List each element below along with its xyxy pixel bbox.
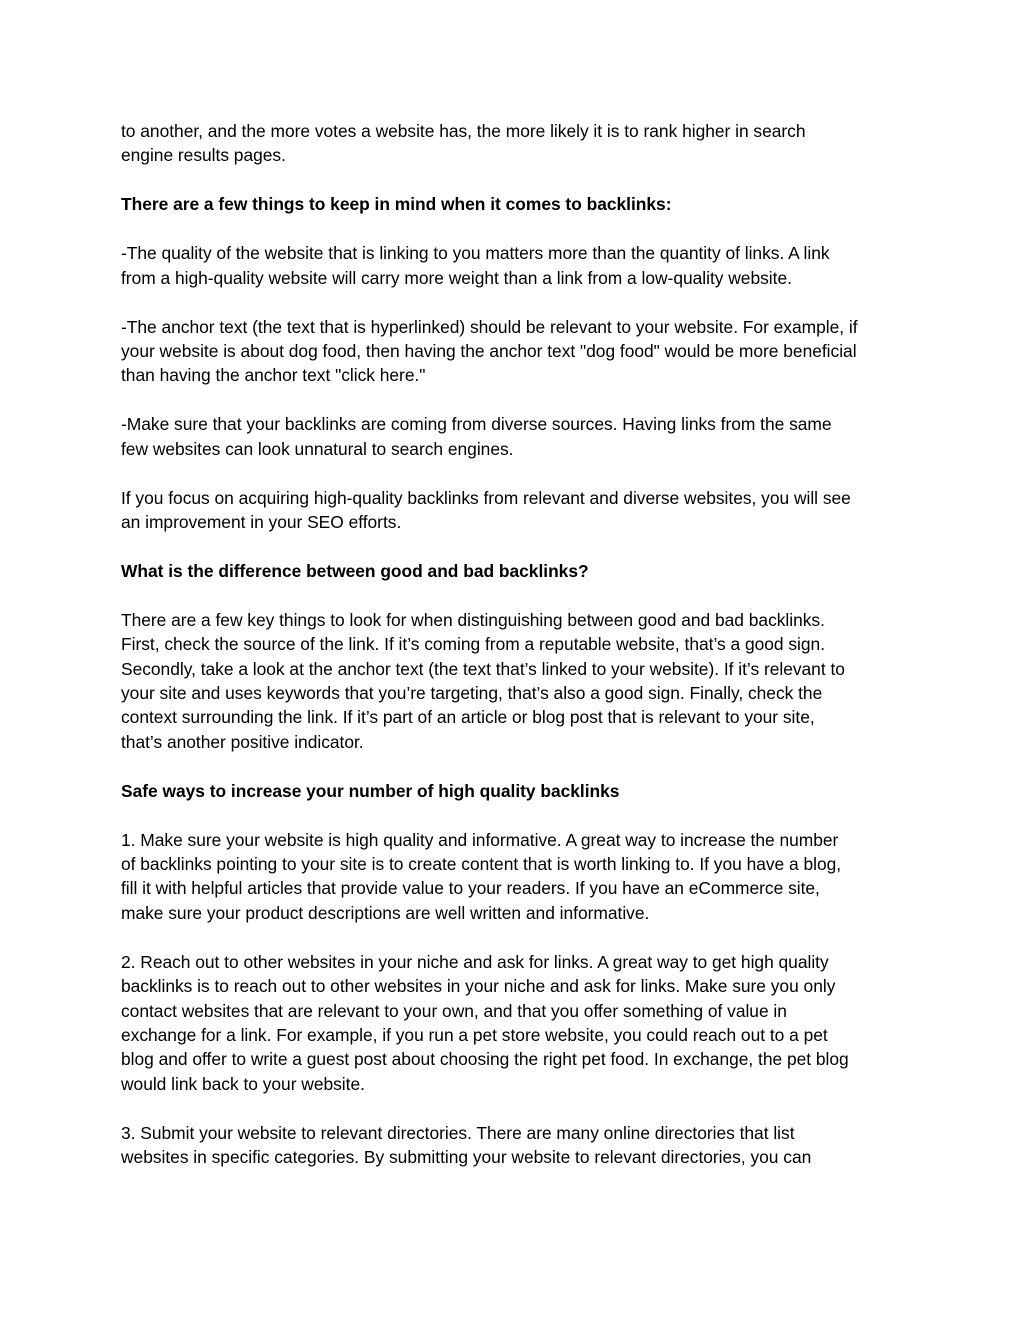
- text-line: few websites can look unnatural to search engines.: [121, 438, 514, 459]
- text-line: your website is about dog food, then having the anchor text "dog food" would be more beneficial: [121, 340, 857, 361]
- text-line: contact websites that are relevant to your own, and that you offer something of value in: [121, 1000, 787, 1021]
- text-line: 1. Make sure your website is high quality and informative. A great way to increase the number: [121, 829, 839, 850]
- body-paragraph: [121, 119, 911, 168]
- text-line: make sure your product descriptions are well written and informative.: [121, 902, 650, 923]
- text-line: that’s another positive indicator.: [121, 731, 364, 752]
- text-line: of backlinks pointing to your site is to create content that is worth linking to. If you have a blog,: [121, 854, 842, 875]
- text-line: engine results pages.: [121, 145, 286, 166]
- document-body: [121, 119, 911, 1194]
- body-paragraph: [121, 315, 911, 388]
- body-paragraph: [121, 608, 911, 754]
- text-line: If you focus on acquiring high-quality backlinks from relevant and diverse websites, you will see: [121, 487, 851, 508]
- text-line: -Make sure that your backlinks are coming from diverse sources. Having links from the same: [121, 414, 832, 435]
- text-line: from a high-quality website will carry more weight than a link from a low-quality website.: [121, 267, 792, 288]
- text-line: 2. Reach out to other websites in your niche and ask for links. A great way to get high quality: [121, 951, 829, 972]
- text-line: your site and uses keywords that you’re targeting, that’s also a good sign. Finally, check the: [121, 683, 823, 703]
- section-heading: [121, 779, 911, 803]
- body-paragraph: [121, 1121, 911, 1170]
- heading-line: What is the difference between good and bad backlinks?: [121, 560, 589, 581]
- heading-line: Safe ways to increase your number of high quality backlinks: [121, 780, 620, 801]
- text-line: blog and offer to write a guest post about choosing the right pet food. In exchange, the pet blog: [121, 1049, 849, 1070]
- section-heading: [121, 559, 911, 583]
- text-line: fill it with helpful articles that provide value to your readers. If you have an eCommerce site,: [121, 878, 820, 899]
- section-heading: [121, 192, 911, 216]
- body-paragraph: [121, 412, 911, 461]
- body-paragraph: [121, 486, 911, 535]
- text-line: would link back to your website.: [121, 1073, 365, 1094]
- text-line: 3. Submit your website to relevant directories. There are many online directories that list: [121, 1122, 795, 1143]
- text-line: -The anchor text (the text that is hyperlinked) should be relevant to your website. For example, if: [121, 316, 858, 337]
- text-line: context surrounding the link. If it’s part of an article or blog post that is relevant to your site,: [121, 707, 815, 728]
- text-line: websites in specific categories. By submitting your website to relevant directories, you can: [121, 1147, 812, 1168]
- body-paragraph: [121, 241, 911, 290]
- body-paragraph: [121, 828, 911, 926]
- text-line: backlinks is to reach out to other websites in your niche and ask for links. Make sure you only: [121, 976, 836, 997]
- text-line: exchange for a link. For example, if you run a pet store website, you could reach out to a pet: [121, 1024, 828, 1045]
- body-paragraph: [121, 950, 911, 1096]
- text-line: to another, and the more votes a website has, the more likely it is to rank higher in search: [121, 121, 806, 141]
- text-line: First, check the source of the link. If it’s coming from a reputable website, that’s a good sign.: [121, 634, 826, 655]
- text-line: than having the anchor text "click here.": [121, 365, 426, 386]
- text-line: There are a few key things to look for when distinguishing between good and bad backlinks.: [121, 609, 825, 630]
- text-line: an improvement in your SEO efforts.: [121, 511, 402, 532]
- heading-line: There are a few things to keep in mind when it comes to backlinks:: [121, 194, 672, 215]
- text-line: Secondly, take a look at the anchor text (the text that’s linked to your website). If it’s relevant to: [121, 658, 845, 679]
- text-line: -The quality of the website that is linking to you matters more than the quantity of links. A link: [121, 243, 830, 264]
